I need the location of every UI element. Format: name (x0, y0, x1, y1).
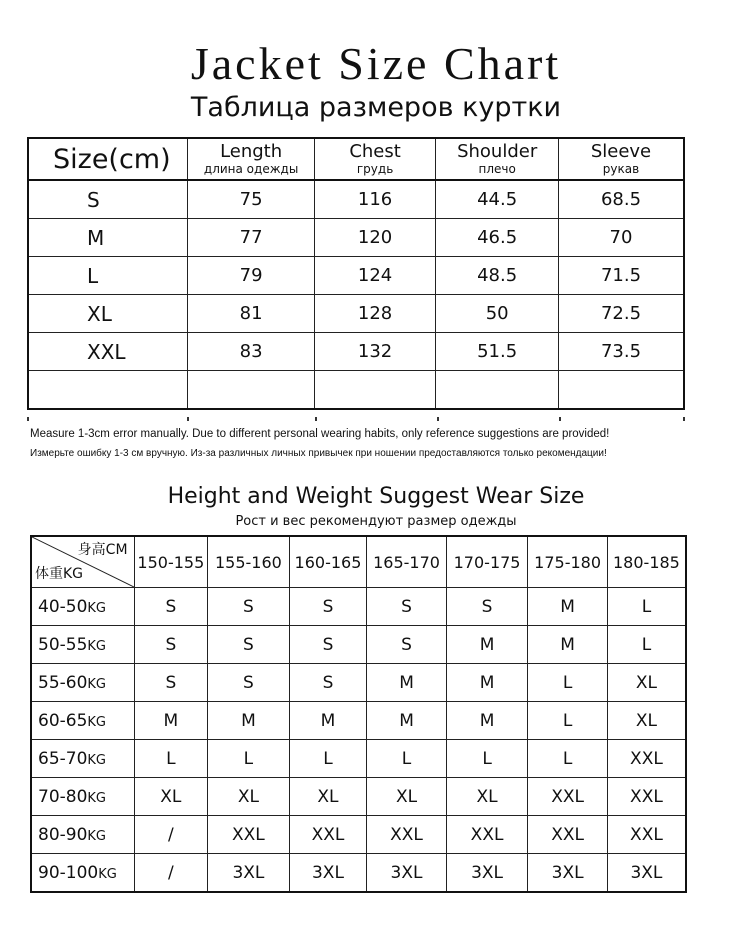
size-cell: XXL (607, 778, 686, 816)
size-cell: L (528, 664, 608, 702)
chest-cell: 128 (314, 295, 435, 333)
tick-mark (437, 417, 439, 421)
shoulder-cell: 50 (436, 295, 559, 333)
size-cell: S (134, 626, 208, 664)
chest-cell: 124 (314, 257, 435, 295)
height-column-header: 150-155 (134, 536, 208, 588)
weight-range-label (31, 702, 134, 740)
size-cell: S (289, 664, 367, 702)
size-cell: 3XL (528, 854, 608, 893)
size-table-header-row (28, 138, 684, 180)
weight-row (31, 702, 686, 740)
weight-unit: KG (87, 752, 107, 768)
weight-row (31, 854, 686, 893)
size-cell: L (446, 740, 528, 778)
weight-axis-label: 体重KG (35, 566, 84, 582)
length-cell: 75 (188, 180, 315, 219)
size-cell: 3XL (367, 854, 447, 893)
size-cell: S (289, 588, 367, 626)
size-label: L (28, 257, 188, 295)
length-column-header (188, 138, 315, 180)
page-title: Jacket Size Chart (190, 38, 562, 89)
size-cell: XXL (528, 816, 608, 854)
column-sublabel: плечо (478, 162, 516, 176)
shoulder-cell (436, 371, 559, 410)
size-row-xxl (28, 333, 684, 371)
size-cell: L (607, 626, 686, 664)
weight-unit: KG (98, 866, 117, 882)
shoulder-cell: 51.5 (436, 333, 559, 371)
wear-size-subtitle: Рост и вес рекомендуют размер одежды (235, 514, 517, 529)
tick-mark (683, 417, 685, 421)
sleeve-cell: 71.5 (558, 257, 684, 295)
size-cell: XL (367, 778, 447, 816)
size-cell: M (446, 664, 528, 702)
size-cell: L (289, 740, 367, 778)
size-cell: XXL (528, 778, 608, 816)
size-cell: S (134, 664, 208, 702)
size-row-l (28, 257, 684, 295)
size-cell: S (446, 588, 528, 626)
size-chart-table (27, 137, 685, 410)
column-sublabel: рукав (602, 162, 640, 176)
size-cell: S (208, 664, 290, 702)
size-cell: XL (607, 702, 686, 740)
size-label (28, 371, 188, 410)
chest-cell: 116 (314, 180, 435, 219)
size-cell: / (134, 854, 208, 893)
weight-range: 50-55 (38, 634, 88, 655)
size-cell: S (208, 588, 290, 626)
size-label: XXL (28, 333, 188, 371)
size-cell: M (528, 588, 608, 626)
size-row-empty (28, 371, 684, 410)
weight-range: 90-100 (38, 862, 99, 883)
tick-mark (27, 417, 29, 421)
corner-header (31, 536, 134, 588)
size-cell: S (367, 588, 447, 626)
size-cell: XXL (607, 740, 686, 778)
weight-range: 55-60 (38, 672, 88, 693)
size-cell: XXL (367, 816, 447, 854)
weight-range: 70-80 (38, 786, 88, 807)
size-row-xl (28, 295, 684, 333)
chest-cell: 120 (314, 219, 435, 257)
size-cell: S (289, 626, 367, 664)
length-cell: 77 (188, 219, 315, 257)
weight-range-label (31, 854, 134, 893)
height-column-header: 165-170 (367, 536, 447, 588)
weight-range: 40-50 (38, 596, 88, 617)
wear-table-header-row (31, 536, 686, 588)
measurement-note-english: Measure 1-3cm error manually. Due to different personal wearing habits, only reference suggestions are provided! (30, 428, 610, 440)
size-cell: XL (289, 778, 367, 816)
weight-row (31, 740, 686, 778)
weight-unit: KG (87, 638, 107, 654)
size-cell: M (446, 702, 528, 740)
size-cell: M (528, 626, 608, 664)
size-cell: XL (134, 778, 208, 816)
size-cell: 3XL (446, 854, 528, 893)
height-axis-label: 身高CM (77, 542, 128, 558)
chest-column-header (314, 138, 435, 180)
shoulder-cell: 46.5 (436, 219, 559, 257)
size-cell: 3XL (289, 854, 367, 893)
sleeve-cell (558, 371, 684, 410)
size-cell: L (367, 740, 447, 778)
size-label: XL (28, 295, 188, 333)
size-cell: / (134, 816, 208, 854)
size-cell: L (528, 702, 608, 740)
weight-row (31, 778, 686, 816)
length-cell (188, 371, 315, 410)
size-cell: S (208, 626, 290, 664)
sleeve-column-header (558, 138, 684, 180)
weight-range: 80-90 (38, 824, 88, 845)
size-cell: M (446, 626, 528, 664)
height-column-header: 170-175 (446, 536, 528, 588)
column-sublabel: длина одежды (203, 162, 299, 176)
tick-marks (27, 417, 685, 425)
weight-range-label (31, 626, 134, 664)
column-sublabel: грудь (356, 162, 394, 176)
page-subtitle: Таблица размеров куртки (190, 92, 562, 123)
weight-row (31, 588, 686, 626)
weight-range-label (31, 816, 134, 854)
size-cell: M (134, 702, 208, 740)
shoulder-cell: 48.5 (436, 257, 559, 295)
weight-range: 60-65 (38, 710, 88, 731)
size-cell: XL (208, 778, 290, 816)
height-column-header: 160-165 (289, 536, 367, 588)
height-column-header: 180-185 (607, 536, 686, 588)
weight-unit: KG (87, 790, 107, 806)
wear-size-table (30, 535, 687, 893)
size-cell: M (289, 702, 367, 740)
weight-range-label (31, 778, 134, 816)
size-cell: M (208, 702, 290, 740)
size-label: S (28, 180, 188, 219)
length-cell: 83 (188, 333, 315, 371)
size-cell: L (208, 740, 290, 778)
size-cell: XL (607, 664, 686, 702)
size-cell: L (528, 740, 608, 778)
shoulder-cell: 44.5 (436, 180, 559, 219)
size-cell: XXL (446, 816, 528, 854)
sleeve-cell: 72.5 (558, 295, 684, 333)
weight-row (31, 664, 686, 702)
size-cell: M (367, 702, 447, 740)
weight-range-label (31, 740, 134, 778)
sleeve-cell: 73.5 (558, 333, 684, 371)
size-cell: XXL (607, 816, 686, 854)
chest-cell (314, 371, 435, 410)
size-column-header: Size(cm) (28, 138, 188, 180)
tick-mark (559, 417, 561, 421)
weight-range-label (31, 664, 134, 702)
height-column-header: 175-180 (528, 536, 608, 588)
size-row-m (28, 219, 684, 257)
weight-unit: KG (87, 714, 107, 730)
column-label: Chest (349, 141, 401, 162)
column-label: Length (220, 141, 283, 162)
size-cell: L (134, 740, 208, 778)
height-column-header: 155-160 (208, 536, 290, 588)
size-cell: XL (446, 778, 528, 816)
measurement-note-russian: Измерьте ошибку 1-3 см вручную. Из-за различных личных привычек при ношении предоставляются только рекомендации! (30, 448, 607, 459)
size-cell: XXL (289, 816, 367, 854)
weight-unit: KG (87, 828, 107, 844)
size-cell: 3XL (208, 854, 290, 893)
weight-row (31, 816, 686, 854)
weight-row (31, 626, 686, 664)
size-cell: XXL (208, 816, 290, 854)
column-label: Sleeve (590, 141, 652, 162)
tick-mark (187, 417, 189, 421)
size-cell: S (134, 588, 208, 626)
weight-range-label (31, 588, 134, 626)
weight-unit: KG (87, 600, 107, 616)
length-cell: 81 (188, 295, 315, 333)
wear-size-title: Height and Weight Suggest Wear Size (167, 484, 585, 509)
size-row-s (28, 180, 684, 219)
size-cell: 3XL (607, 854, 686, 893)
column-label: Shoulder (457, 141, 538, 162)
shoulder-column-header (436, 138, 559, 180)
weight-unit: KG (87, 676, 107, 692)
weight-range: 65-70 (38, 748, 88, 769)
size-cell: L (607, 588, 686, 626)
chest-cell: 132 (314, 333, 435, 371)
size-cell: S (367, 626, 447, 664)
size-cell: M (367, 664, 447, 702)
sleeve-cell: 68.5 (558, 180, 684, 219)
length-cell: 79 (188, 257, 315, 295)
tick-mark (315, 417, 317, 421)
size-label: M (28, 219, 188, 257)
sleeve-cell: 70 (558, 219, 684, 257)
